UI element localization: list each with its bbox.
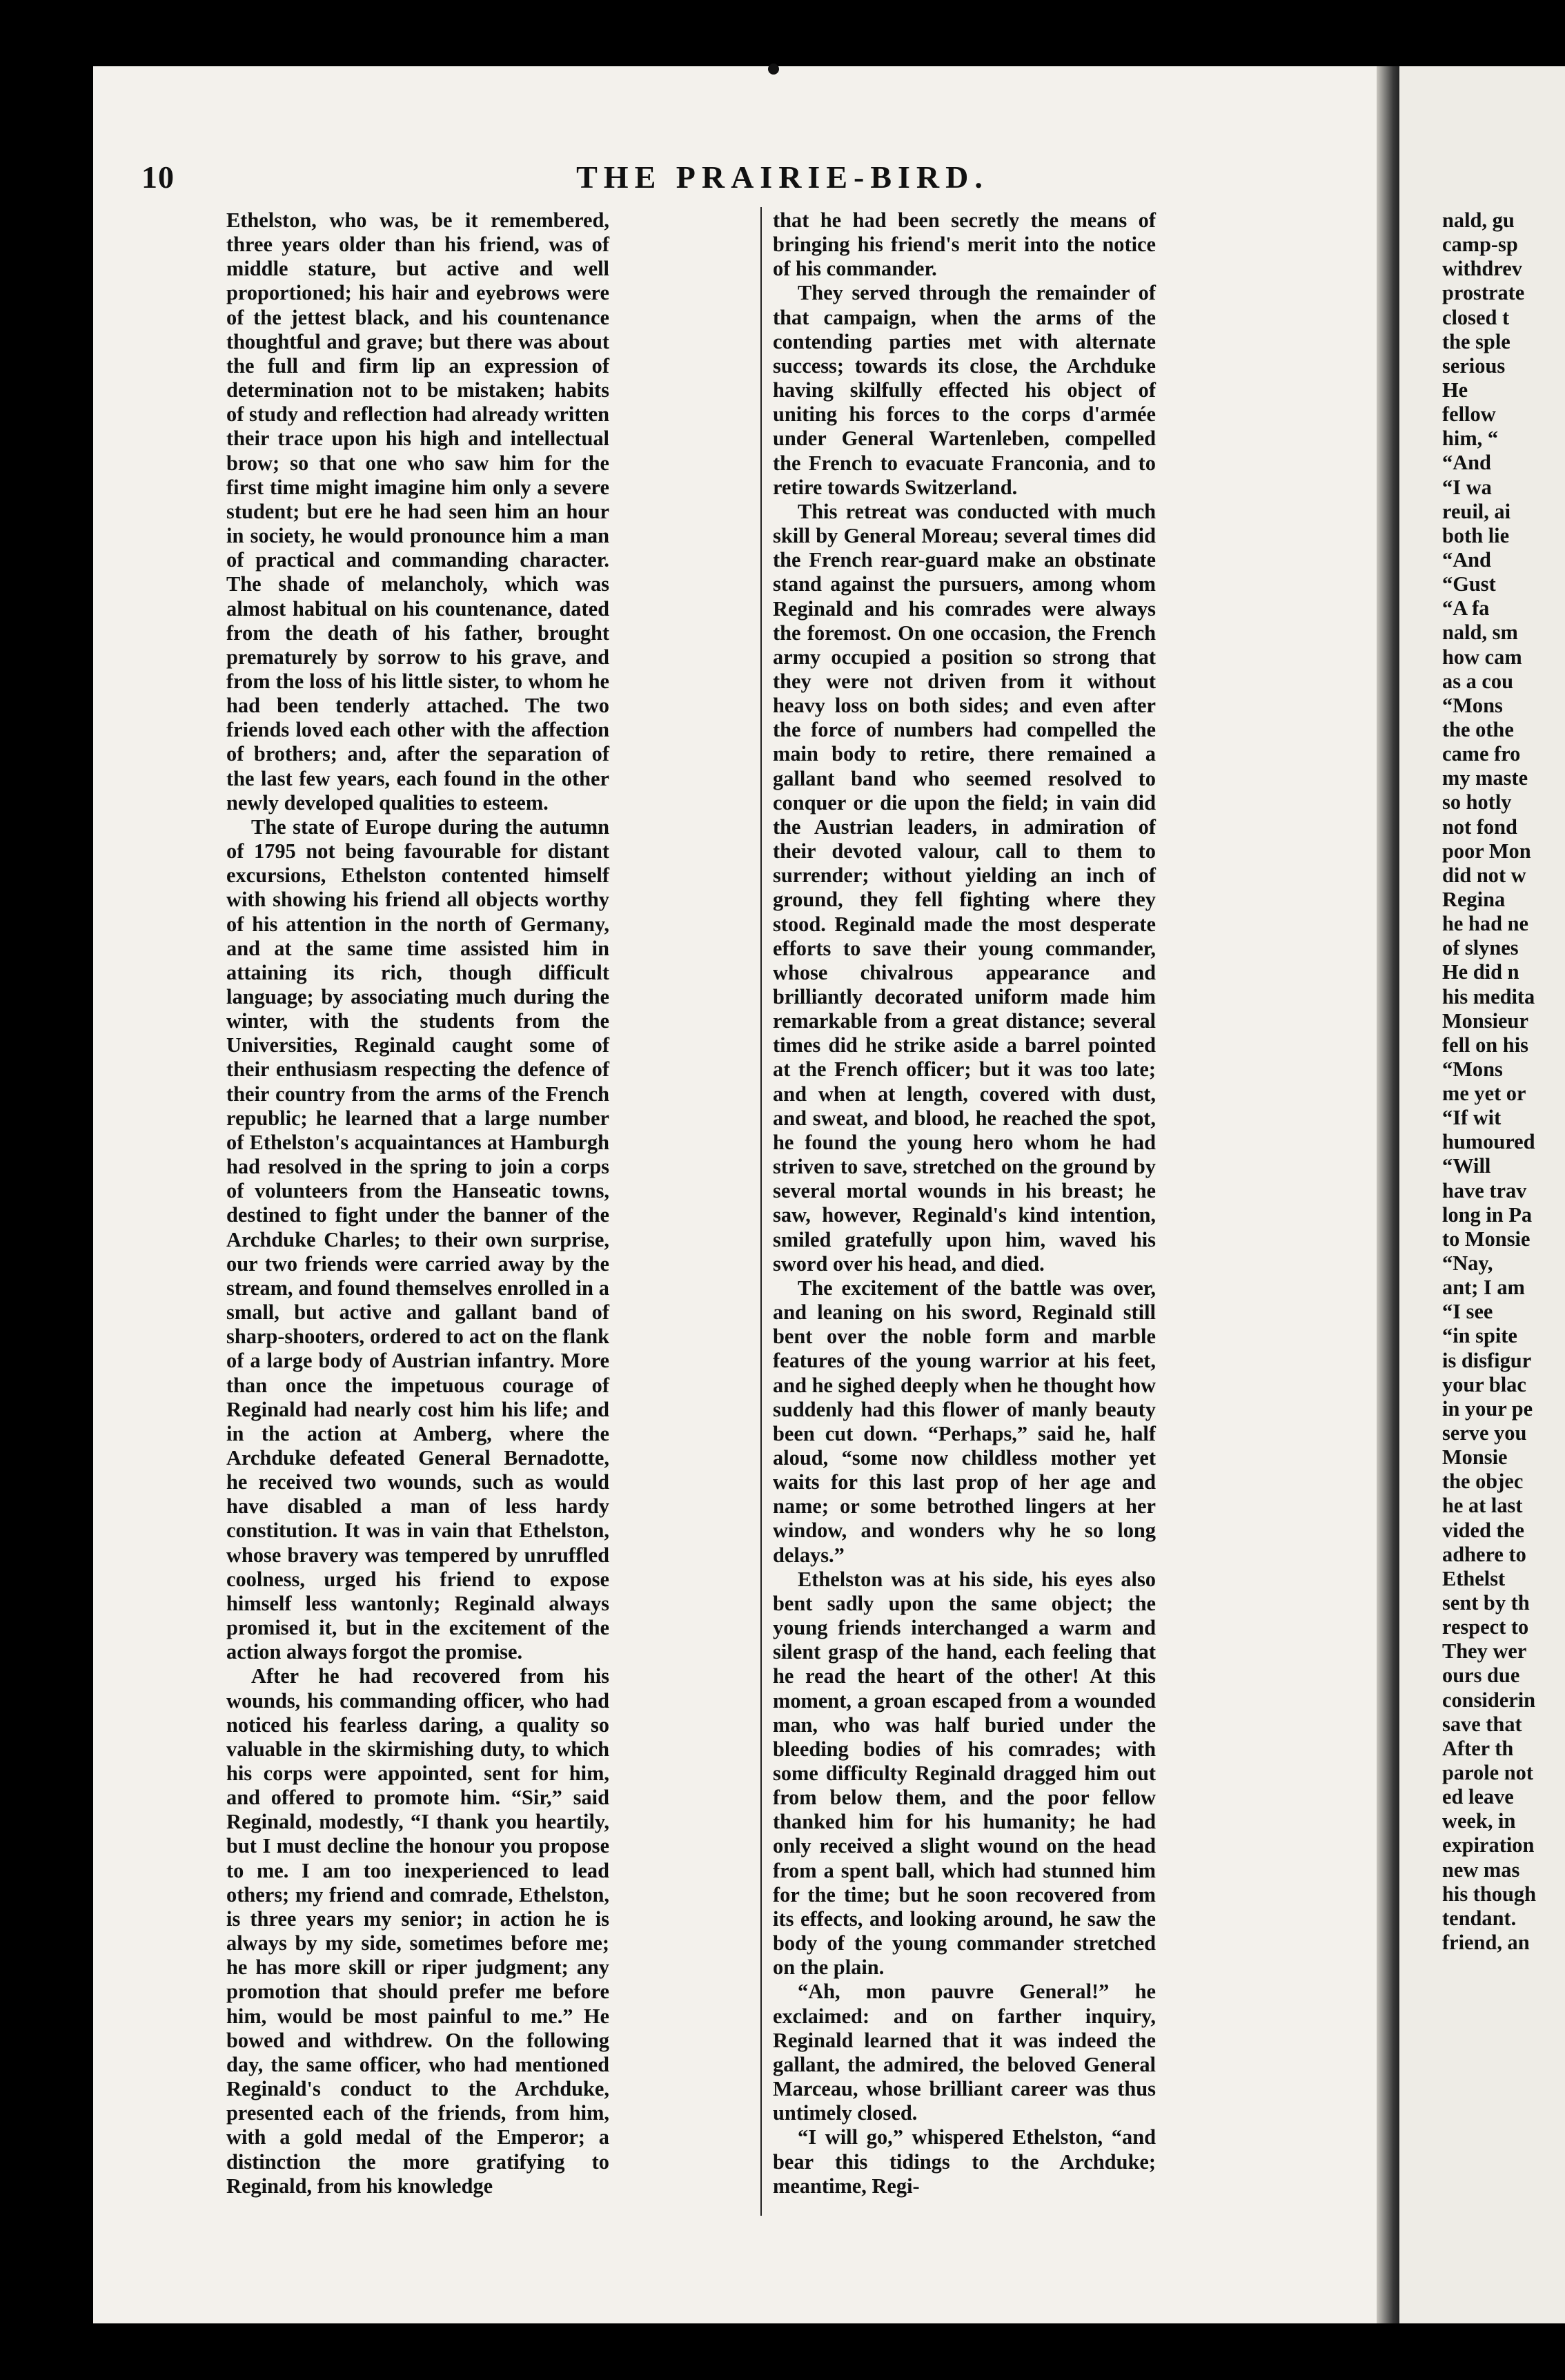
adjacent-page-line: how cam — [1442, 645, 1522, 669]
binding-hole — [768, 64, 779, 75]
adjacent-page-line: him, “ — [1442, 427, 1499, 451]
adjacent-page-line: so hotly — [1442, 790, 1512, 815]
adjacent-page-line: “If wit — [1442, 1106, 1502, 1130]
adjacent-page-line: serious — [1442, 353, 1506, 378]
adjacent-page-line: he at last — [1442, 1494, 1523, 1518]
adjacent-page-line: his though — [1442, 1882, 1536, 1906]
adjacent-page-line: fellow — [1442, 402, 1496, 427]
paragraph: “I will go,” whispered Ethelston, “and bear this tidings to the Archduke; meantime, Regi- — [773, 2125, 1156, 2198]
adjacent-page-line: He did n — [1442, 960, 1519, 984]
adjacent-page-line: “Will — [1442, 1154, 1491, 1178]
adjacent-page-line: Monsie — [1442, 1445, 1508, 1470]
adjacent-page-line: Ethelst — [1442, 1566, 1506, 1590]
adjacent-page-line: parole not — [1442, 1761, 1533, 1784]
adjacent-page-line: both lie — [1442, 523, 1510, 547]
adjacent-page-line: as a cou — [1442, 669, 1513, 693]
adjacent-page-line: the sple — [1442, 329, 1510, 353]
adjacent-page-line: “A fa — [1442, 596, 1490, 621]
adjacent-page-line: the othe — [1442, 717, 1514, 741]
column-divider — [760, 207, 762, 2216]
paragraph: They served through the remainder of that campaign, when the arms of the contending parties met with alternate success; towards its close, the Archduke having skilfully effected his object of uniting his forces to the corps d'armée under General Wartenleben, compelled the French to evacuate Franconia, and to retire towards Switzerland. — [773, 281, 1156, 499]
adjacent-page-line: me yet or — [1442, 1082, 1526, 1106]
adjacent-page-line: “I wa — [1442, 475, 1492, 499]
adjacent-page-line: in your pe — [1442, 1396, 1533, 1421]
adjacent-page-line: did not w — [1442, 863, 1526, 887]
adjacent-page-line: of slynes — [1442, 936, 1519, 960]
adjacent-page-line: is disfigur — [1442, 1348, 1532, 1372]
paragraph: “Ah, mon pauvre General!” he exclaimed: and on farther inquiry, Reginald learned that it was indeed the gallant, the admired, the beloved General Marceau, whose brilliant career was thus untimely closed. — [773, 1980, 1156, 2125]
adjacent-page-line: They wer — [1442, 1639, 1527, 1664]
adjacent-page-line: camp-sp — [1442, 233, 1518, 257]
adjacent-page-line: Regina — [1442, 887, 1506, 911]
adjacent-page-line: save that — [1442, 1712, 1522, 1736]
adjacent-page-line: prostrate — [1442, 281, 1525, 305]
adjacent-page-line: respect to — [1442, 1615, 1529, 1639]
adjacent-page-line: withdrev — [1442, 257, 1522, 281]
adjacent-page-line: your blac — [1442, 1372, 1526, 1396]
adjacent-page-line: “Mons — [1442, 693, 1503, 717]
paragraph: Ethelston, who was, be it remembered, three years older than his friend, was of middle stature, but active and well proportioned; his hair and eyebrows were of the jettest black, and his countenance thoughtful and grave; but there was about the full and firm lip an expression of determination not to be mistaken; habits of study and reflection had already written their trace upon his high and intellectual brow; so that one who saw him for the first time might imagine him only a severe student; but ere he had seen him an hour in society, he would pronounce him a man of practical and commanding character. The shade of melancholy, which was almost habitual on his countenance, dated from the death of his father, brought prematurely by sorrow to his grave, and from the loss of his little sister, to whom he had been tenderly attached. The two friends loved each other with the affection of brothers; and, after the separation of the last few years, each found in the other newly developed qualities to esteem. — [226, 208, 609, 815]
adjacent-page-line: long in Pa — [1442, 1202, 1533, 1227]
adjacent-page-line: reuil, ai — [1442, 499, 1511, 523]
adjacent-page-line: sent by th — [1442, 1591, 1530, 1615]
adjacent-page-line: humoured — [1442, 1130, 1535, 1154]
adjacent-page-line: came fro — [1442, 742, 1521, 766]
right-text-column — [773, 208, 1156, 2198]
adjacent-page-line: poor Mon — [1442, 839, 1531, 863]
adjacent-page-line: “Nay, — [1442, 1251, 1493, 1276]
running-head: THE PRAIRIE-BIRD. — [576, 159, 989, 195]
adjacent-page-line: new mas — [1442, 1857, 1520, 1882]
adjacent-page-line: nald, sm — [1442, 621, 1518, 645]
paragraph: The state of Europe during the autumn of 1795 not being favourable for distant excursions, Ethelston contented himself with showing his friend all objects worthy of his attention in the north of Germany, and at the same time assisted him in attaining its rich, though difficult language; by associating much during the winter, with the students from the Universities, Reginald caught some of their enthusiasm respecting the defence of their country from the arms of the French republic; he learned that a large number of Ethelston's acquaintances at Hamburgh had resolved in the spring to join a corps of volunteers from the Hanseatic towns, destined to fight under the banner of the Archduke Charles; to their own surprise, our two friends were carried away by the stream, and found themselves enrolled in a small, but active and gallant band of sharp-shooters, ordered to act on the flank of a large body of Austrian infantry. More than once the impetuous courage of Reginald had nearly cost him his life; and in the action at Amberg, where the Archduke defeated General Bernadotte, he received two wounds, such as would have disabled a man of less hardy constitution. It was in vain that Ethelston, whose bravery was tempered by unruffled coolness, urged his friend to expose himself less wantonly; Reginald always promised it, but in the excitement of the action always forgot the promise. — [226, 815, 609, 1664]
left-text-column — [226, 208, 609, 2198]
paragraph: that he had been secretly the means of bringing his friend's merit into the notice of his commander. — [773, 208, 1156, 281]
adjacent-page-line: tendant. — [1442, 1906, 1517, 1930]
adjacent-page-line: have trav — [1442, 1178, 1527, 1202]
adjacent-page-line: serve you — [1442, 1421, 1527, 1445]
adjacent-page-line: nald, gu — [1442, 208, 1515, 232]
adjacent-page-line: he had ne — [1442, 912, 1528, 936]
adjacent-page-line: closed t — [1442, 305, 1510, 329]
adjacent-page-line: “And — [1442, 451, 1491, 475]
adjacent-page-line: ours due — [1442, 1664, 1520, 1688]
adjacent-page-line: He — [1442, 378, 1468, 402]
adjacent-page-line: “Mons — [1442, 1057, 1503, 1081]
adjacent-page-text — [1442, 208, 1565, 1955]
adjacent-page-line: week, in — [1442, 1809, 1516, 1833]
adjacent-page-line: friend, an — [1442, 1930, 1530, 1954]
adjacent-page-line: considerin — [1442, 1688, 1536, 1712]
adjacent-page-line: “I see — [1442, 1300, 1493, 1324]
adjacent-page-line: After th — [1442, 1736, 1514, 1760]
adjacent-page-line: Monsieur — [1442, 1008, 1528, 1033]
page-number: 10 — [141, 159, 175, 195]
adjacent-page-line: ant; I am — [1442, 1276, 1525, 1300]
paragraph: Ethelston was at his side, his eyes also bent sadly upon the same object; the young friends interchanged a warm and silent grasp of the hand, each feeling that he read the heart of the other! At this moment, a groan escaped from a wounded man, who was half buried under the bleeding bodies of his comrades; with some difficulty Reginald dragged him out from below them, and the poor fellow thanked him for his humanity; he had only received a slight wound on the head from a spent ball, which had stunned him for the time; but he soon recovered from its effects, and looking around, he saw the body of the young commander stretched on the plain. — [773, 1567, 1156, 1980]
adjacent-page-line: ed leave — [1442, 1785, 1514, 1809]
paragraph: This retreat was conducted with much skill by General Moreau; several times did the French rear-guard make an obstinate stand against the pursuers, among whom Reginald and his comrades were always the foremost. On one occasion, the French army occupied a position so strong that they were not driven from it without heavy loss on both sides; and even after the force of numbers had compelled the main body to retire, there remained a gallant band who seemed resolved to conquer or die upon the field; in vain did the Austrian leaders, in admiration of their devoted valour, call to them to surrender; without yielding an inch of ground, they fell fighting where they stood. Reginald made the most desperate efforts to save their young commander, whose chivalrous appearance and brilliantly decorated uniform made him remarkable from a great distance; several times did he strike aside a barrel pointed at the French officer; but it was too late; and when at length, covered with dust, and sweat, and blood, he reached the spot, he found the young hero whom he had striven to save, stretched on the ground by several mortal wounds in his breast; he saw, however, Reginald's kind intention, smiled gratefully upon him, waved his sword over his head, and died. — [773, 499, 1156, 1276]
adjacent-page-line: my maste — [1442, 766, 1528, 790]
paragraph: After he had recovered from his wounds, his commanding officer, who had noticed his fearless daring, a quality so valuable in the skirmishing duty, to which his corps were appointed, sent for him, and offered to promote him. “Sir,” said Reginald, modestly, “I thank you heartily, but I must decline the honour you propose to me. I am too inexperienced to lead others; my friend and comrade, Ethelston, is three years my senior; in action he is always by my side, sometimes before me; he has more skill or riper judgment; any promotion that should prefer me before him, would be most painful to me.” He bowed and withdrew. On the following day, the same officer, who had mentioned Reginald's conduct to the Archduke, presented each of the friends, from him, with a gold medal of the Emperor; a distinction the more gratifying to Reginald, from his knowledge — [226, 1664, 609, 2198]
adjacent-page-line: to Monsie — [1442, 1227, 1530, 1251]
adjacent-page-line: “And — [1442, 547, 1491, 572]
adjacent-page-line: the objec — [1442, 1470, 1524, 1494]
adjacent-page-line: “Gust — [1442, 572, 1496, 596]
adjacent-page-line: his medita — [1442, 984, 1535, 1008]
adjacent-page-line: “in spite — [1442, 1324, 1517, 1348]
adjacent-page-line: expiration — [1442, 1833, 1535, 1857]
adjacent-page-line: not fond — [1442, 815, 1517, 839]
paragraph: The excitement of the battle was over, and leaning on his sword, Reginald still bent over the noble form and marble features of the young warrior at his feet, and he sighed deeply when he thought how suddenly had this flower of manly beauty been cut down. “Perhaps,” said he, half aloud, “some now childless mother yet waits for this last prop of her age and name; or some betrothed lingers at her window, and wonders why he so long delays.” — [773, 1276, 1156, 1567]
adjacent-page-line: fell on his — [1442, 1033, 1528, 1057]
adjacent-page-line: adhere to — [1442, 1542, 1526, 1566]
adjacent-page-line: vided the — [1442, 1518, 1525, 1542]
